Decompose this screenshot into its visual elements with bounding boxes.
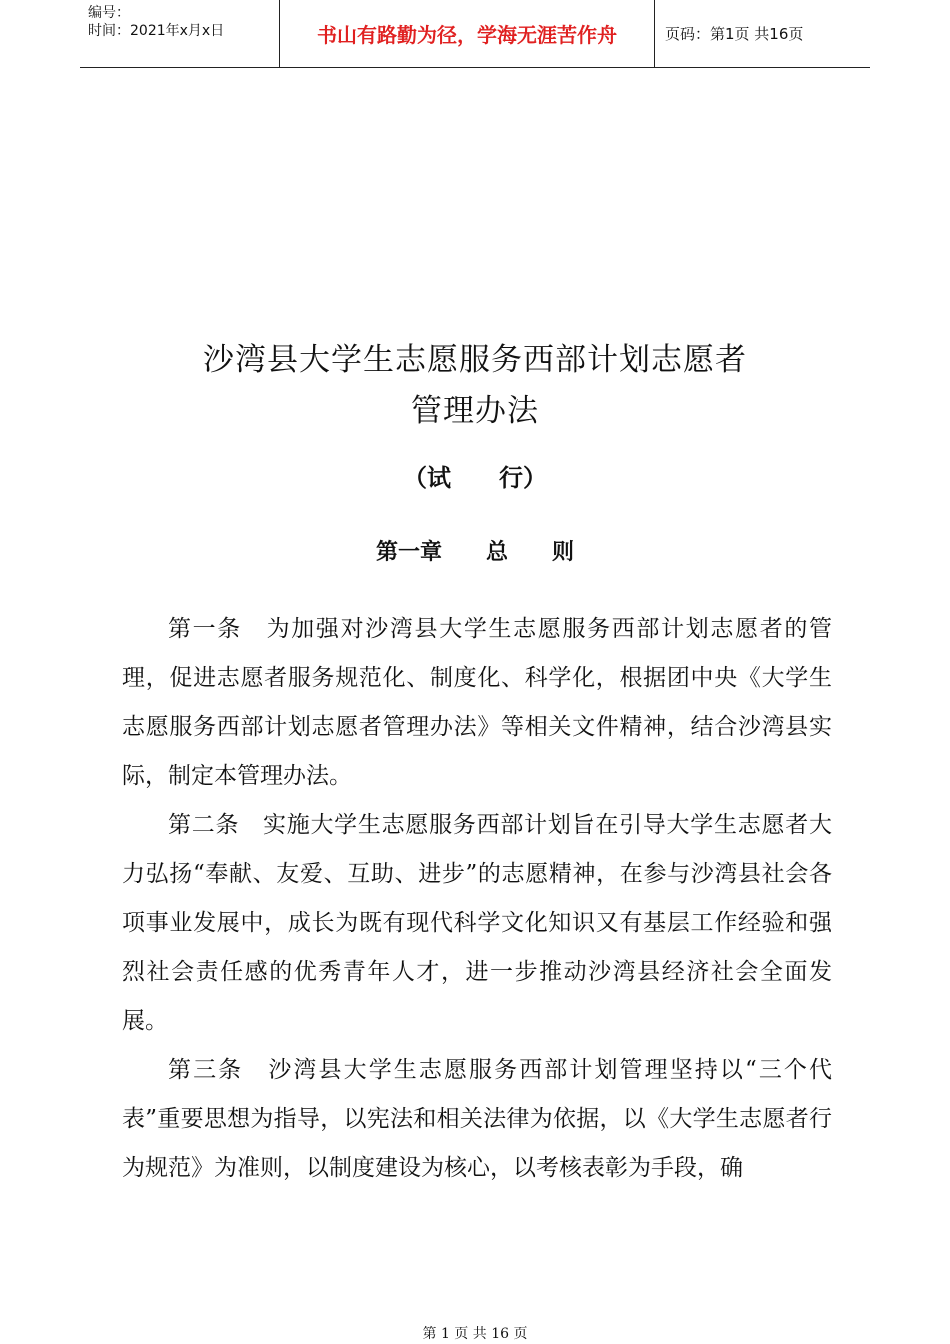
page-header bbox=[80, 0, 870, 68]
time-label: 时间：2021年x月x日 bbox=[88, 23, 225, 39]
document-body bbox=[122, 605, 832, 1193]
header-meta bbox=[80, 0, 280, 67]
doc-title-line2: 管理办法 bbox=[411, 393, 539, 429]
article-paragraph: 第二条 实施大学生志愿服务西部计划旨在引导大学生志愿者大力弘扬“奉献、友爱、互助、进步”的志愿精神，在参与沙湾县社会各项事业发展中，成长为既有现代科学文化知识又有基层工作经验和强烈社会责任感的优秀青年人才，进一步推动沙湾县经济社会全面发展。 bbox=[122, 812, 832, 1034]
number-label: 编号： bbox=[88, 5, 130, 21]
header-motto: 书山有路勤为径，学海无涯苦作舟 bbox=[280, 0, 655, 67]
article-paragraph: 第一条 为加强对沙湾县大学生志愿服务西部计划志愿者的管理，促进志愿者服务规范化、制度化、科学化，根据团中央《大学生志愿服务西部计划志愿者管理办法》等相关文件精神，结合沙湾县实际，制定本管理办法。 bbox=[122, 616, 832, 789]
doc-subtitle: （试 行） bbox=[403, 464, 547, 492]
chapter-heading: 第一章 总 则 bbox=[375, 540, 574, 565]
header-page-info: 页码：第1页 共16页 bbox=[665, 25, 804, 43]
article-paragraph: 第三条 沙湾县大学生志愿服务西部计划管理坚持以“三个代表”重要思想为指导，以宪法和相关法律为依据，以《大学生志愿者行为规范》为准则，以制度建设为核心，以考核表彰为手段，确 bbox=[122, 1057, 832, 1181]
doc-title-line1: 沙湾县大学生志愿服务西部计划志愿者 bbox=[203, 342, 747, 378]
page-footer: 第 1 页 共 16 页 bbox=[422, 1326, 528, 1342]
